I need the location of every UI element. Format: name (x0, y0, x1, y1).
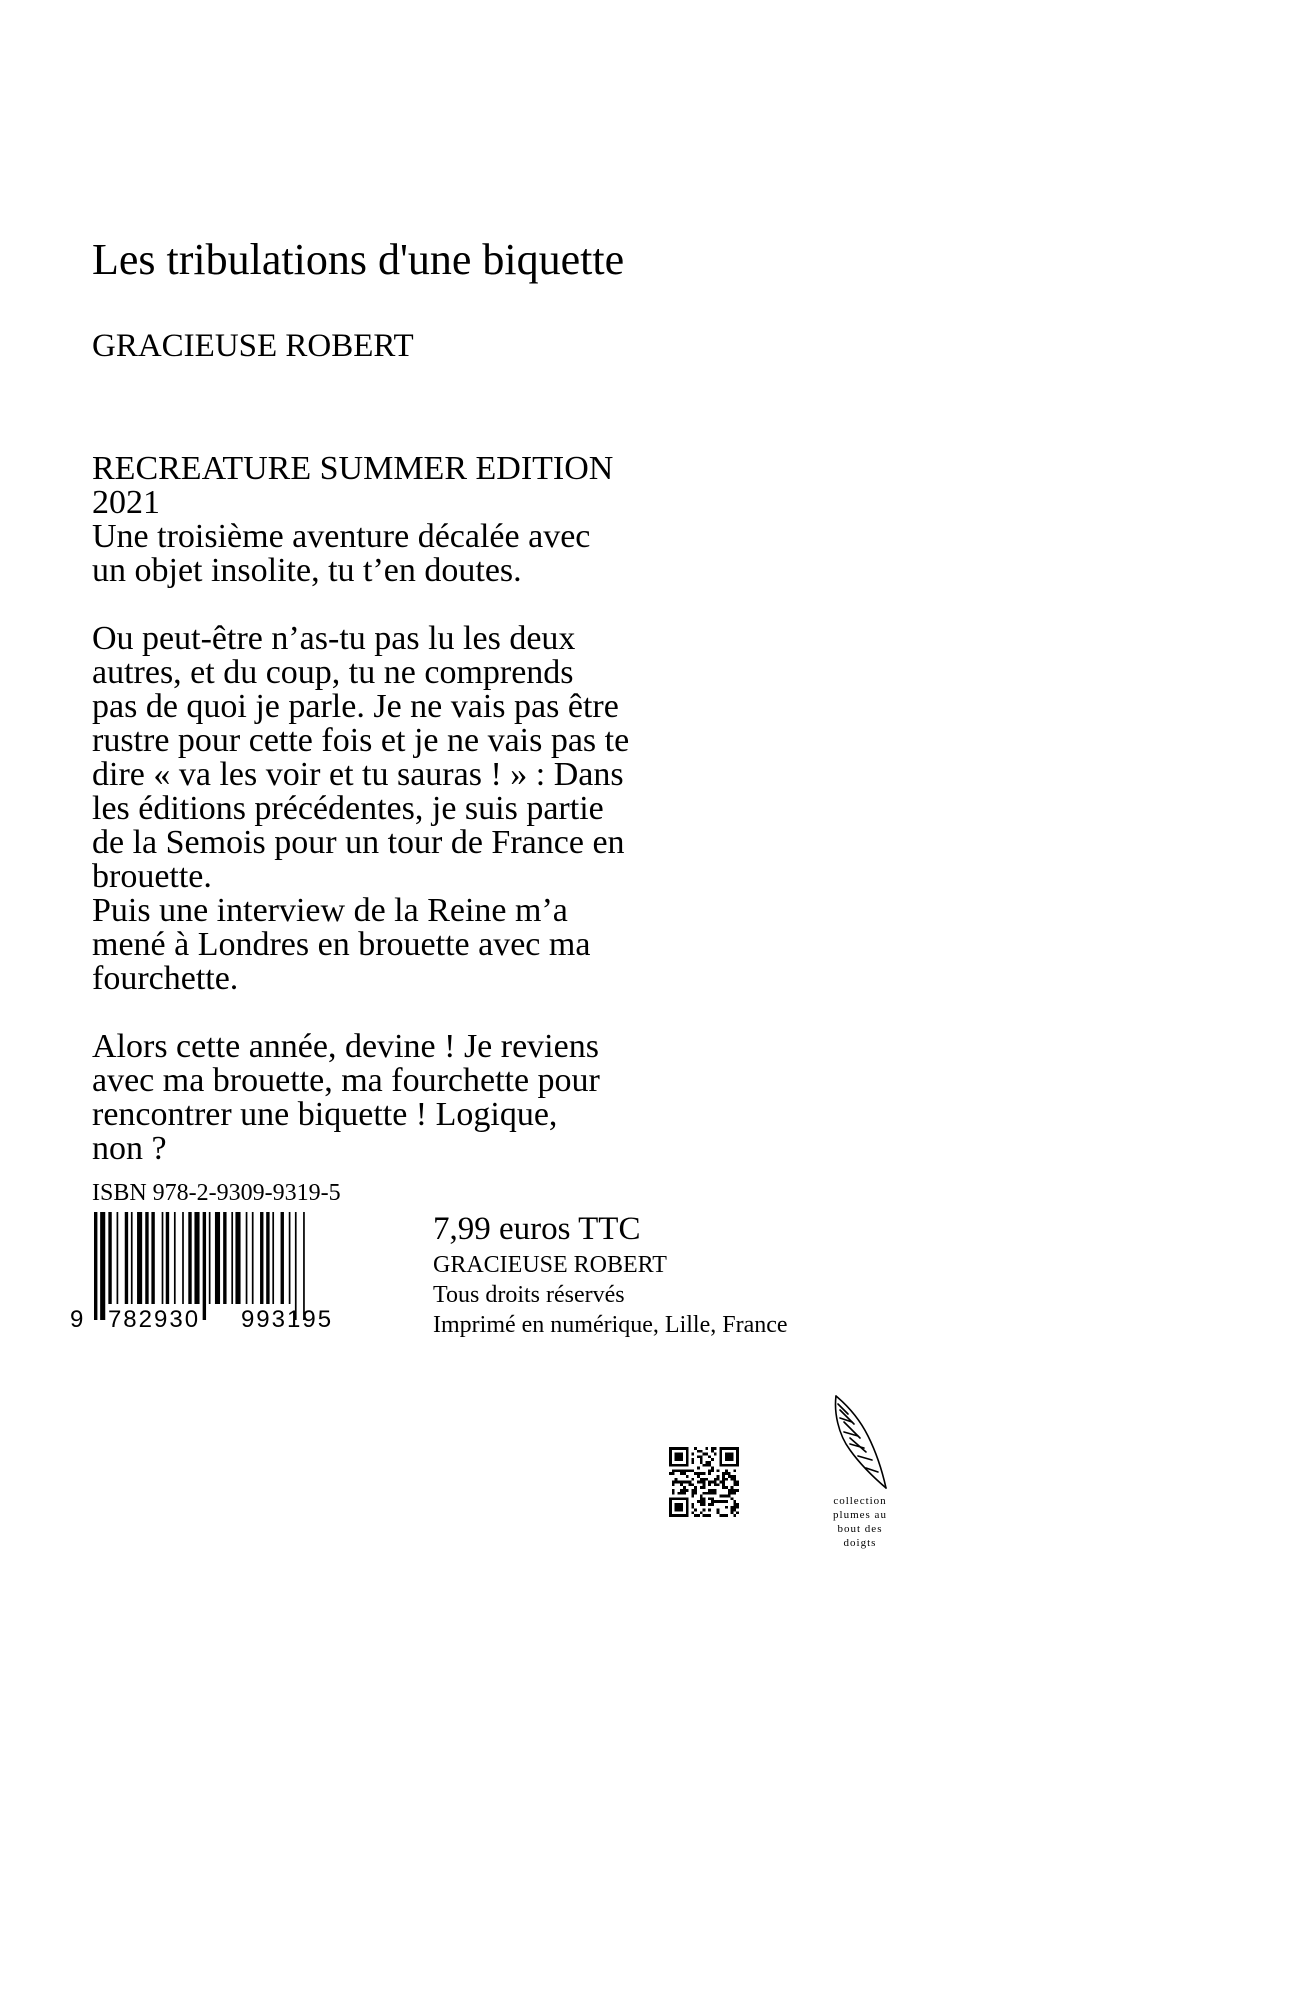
qr-module (703, 1486, 706, 1489)
qr-module (675, 1469, 678, 1472)
qr-module (691, 1492, 694, 1495)
qr-module (705, 1514, 708, 1517)
qr-module (703, 1509, 706, 1512)
qr-module (700, 1486, 703, 1489)
qr-module (717, 1469, 720, 1472)
qr-module (719, 1495, 722, 1498)
qr-module (691, 1461, 694, 1464)
qr-module (697, 1455, 700, 1458)
qr-module (697, 1467, 700, 1470)
qr-module (708, 1464, 711, 1467)
collection-line: collection (833, 1495, 887, 1507)
qr-module (708, 1509, 711, 1512)
barcode-bar (231, 1212, 233, 1304)
barcode-bar (281, 1212, 284, 1304)
qr-module (680, 1472, 683, 1475)
qr-module (714, 1453, 717, 1456)
qr-module (725, 1453, 733, 1461)
qr-module (722, 1472, 725, 1475)
qr-module (722, 1514, 725, 1517)
publisher-label: GRACIEUSE ROBERT (433, 1252, 667, 1278)
qr-module (736, 1511, 739, 1514)
qr-module (717, 1478, 720, 1481)
collection-line: plumes au (833, 1509, 887, 1521)
qr-module (703, 1472, 706, 1475)
qr-module (686, 1469, 689, 1472)
qr-module (700, 1495, 703, 1498)
qr-module (691, 1506, 694, 1509)
qr-module (703, 1500, 706, 1503)
qr-module (691, 1458, 694, 1461)
qr-module (708, 1492, 711, 1495)
qr-module (700, 1472, 703, 1475)
qr-module (700, 1503, 703, 1506)
qr-module (703, 1481, 706, 1484)
qr-module (731, 1492, 734, 1495)
qr-module (694, 1514, 697, 1517)
qr-module (672, 1489, 675, 1492)
qr-module (675, 1481, 678, 1484)
qr-module (714, 1483, 717, 1486)
qr-module (705, 1461, 708, 1464)
qr-module (691, 1495, 694, 1498)
qr-module (714, 1481, 717, 1484)
qr-module (711, 1500, 714, 1503)
qr-module (672, 1483, 675, 1486)
barcode-bar (272, 1212, 274, 1304)
collection-logo-text (818, 1494, 902, 1550)
qr-module (736, 1503, 739, 1506)
qr-module (736, 1483, 739, 1486)
qr-module (722, 1500, 725, 1503)
barcode-bar (162, 1212, 164, 1304)
barcode-bar (215, 1212, 220, 1304)
barcode-bar (260, 1212, 263, 1304)
qr-module (714, 1478, 717, 1481)
qr-module (705, 1447, 708, 1450)
qr-module (722, 1483, 725, 1486)
qr-module (675, 1453, 683, 1461)
qr-module (733, 1483, 736, 1486)
qr-module (725, 1514, 728, 1517)
barcode-digits-right: 993195 (240, 1306, 334, 1332)
barcode-bars (94, 1212, 305, 1320)
qr-module (697, 1500, 700, 1503)
qr-module (711, 1458, 714, 1461)
qr-module (708, 1481, 711, 1484)
qr-module (717, 1511, 720, 1514)
barcode-bar (235, 1212, 240, 1304)
qr-module (731, 1509, 734, 1512)
qr-module (722, 1478, 725, 1481)
barcode-bar (137, 1212, 142, 1304)
qr-module (683, 1489, 686, 1492)
qr-module (686, 1481, 689, 1484)
qr-module (708, 1483, 711, 1486)
qr-module (731, 1497, 734, 1500)
qr-module (717, 1475, 720, 1478)
barcode-bar (203, 1212, 206, 1320)
qr-module (708, 1461, 711, 1464)
qr-module (703, 1497, 706, 1500)
qr-module (725, 1478, 728, 1481)
qr-module (719, 1514, 722, 1517)
qr-module (703, 1453, 706, 1456)
qr-module (700, 1511, 703, 1514)
qr-module (705, 1464, 708, 1467)
barcode-bar (188, 1212, 191, 1304)
qr-module (691, 1489, 694, 1492)
qr-module (714, 1492, 717, 1495)
qr-module (700, 1500, 703, 1503)
qr-module (722, 1481, 725, 1484)
qr-module (675, 1503, 683, 1511)
qr-module (683, 1472, 686, 1475)
barcode-bar (223, 1212, 226, 1304)
qr-module (708, 1514, 711, 1517)
qr-module (711, 1450, 714, 1453)
qr-module (733, 1469, 736, 1472)
qr-module (728, 1489, 731, 1492)
qr-module (714, 1500, 717, 1503)
qr-module (711, 1503, 714, 1506)
qr-module (694, 1472, 697, 1475)
qr-module (708, 1497, 711, 1500)
qr-module (700, 1455, 703, 1458)
barcode-bar (131, 1212, 133, 1304)
qr-module (677, 1469, 680, 1472)
qr-module (708, 1489, 711, 1492)
qr-module (672, 1472, 675, 1475)
qr-module (711, 1469, 714, 1472)
summary-paragraph: RECREATURE SUMMER EDITION 2021 Une troisième aventure décalée avec un objet insolite, tu t’en doutes. (92, 450, 614, 589)
qr-module (725, 1486, 728, 1489)
qr-module (700, 1450, 703, 1453)
qr-module (697, 1472, 700, 1475)
qr-module (708, 1469, 711, 1472)
qr-module (703, 1483, 706, 1486)
barcode-bar (266, 1212, 269, 1304)
qr-module (733, 1492, 736, 1495)
qr-module (728, 1492, 731, 1495)
qr-module (680, 1483, 683, 1486)
qr-module (733, 1475, 736, 1478)
qr-module (731, 1506, 734, 1509)
qr-module (728, 1495, 731, 1498)
qr-module (722, 1486, 725, 1489)
barcode-bar (117, 1212, 119, 1304)
printing-label: Imprimé en numérique, Lille, France (433, 1312, 788, 1338)
qr-module (719, 1500, 722, 1503)
qr-module (697, 1475, 700, 1478)
qr-module (714, 1489, 717, 1492)
qr-module (717, 1509, 720, 1512)
barcode-bar (303, 1212, 305, 1320)
qr-module (691, 1503, 694, 1506)
barcode-bar (289, 1212, 291, 1304)
qr-module (700, 1481, 703, 1484)
barcode-bar (182, 1212, 184, 1304)
qr-module (705, 1492, 708, 1495)
qr-module (733, 1481, 736, 1484)
qr-module (677, 1481, 680, 1484)
qr-module (703, 1492, 706, 1495)
qr-module (686, 1475, 689, 1478)
qr-module (708, 1472, 711, 1475)
qr-module (733, 1514, 736, 1517)
qr-module (703, 1478, 706, 1481)
barcode-bar (100, 1212, 105, 1320)
barcode-bar (252, 1212, 254, 1304)
qr-module (711, 1481, 714, 1484)
barcode-bar (209, 1212, 211, 1304)
barcode-bar (125, 1212, 128, 1304)
qr-module (725, 1472, 728, 1475)
qr-module (731, 1486, 734, 1489)
qr-module (736, 1489, 739, 1492)
barcode-bar (108, 1212, 111, 1304)
qr-module (708, 1455, 711, 1458)
qr-module (672, 1492, 675, 1495)
qr-module (733, 1489, 736, 1492)
barcode-bar (166, 1212, 169, 1304)
qr-module (711, 1492, 714, 1495)
qr-module (703, 1514, 706, 1517)
isbn-label: ISBN 978-2-9309-9319-5 (92, 1180, 341, 1206)
qr-module (697, 1450, 700, 1453)
qr-module (700, 1461, 703, 1464)
qr-module (703, 1503, 706, 1506)
qr-module (703, 1464, 706, 1467)
qr-module (731, 1489, 734, 1492)
qr-module (691, 1511, 694, 1514)
qr-module (697, 1514, 700, 1517)
qr-module (719, 1481, 722, 1484)
qr-module (672, 1469, 675, 1472)
barcode-digits-left: 782930 (107, 1306, 201, 1332)
qr-module (680, 1481, 683, 1484)
summary-paragraph: Ou peut-être n’as-tu pas lu les deux autres, et du coup, tu ne comprends pas de quoi je parle. Je ne vais pas être rustre pour cette fois et je ne vais pas te dire « va les voir et tu sauras ! » : Dans les éditions précédentes, je suis partie de la Semois pour un tour de France en brouette. Puis une interview de la Reine m’a mené à Londres en brouette avec ma fourchette. (92, 620, 630, 997)
barcode-first-digit: 9 (70, 1306, 84, 1332)
qr-module (733, 1509, 736, 1512)
qr-module (694, 1489, 697, 1492)
qr-module (675, 1478, 678, 1481)
qr-module (736, 1506, 739, 1509)
qr-module (691, 1478, 694, 1481)
qr-module (714, 1447, 717, 1450)
barcode-bar (246, 1212, 248, 1304)
barcode-bar (94, 1212, 97, 1320)
qr-module (689, 1483, 692, 1486)
qr-module (725, 1506, 728, 1509)
qr-module (725, 1495, 728, 1498)
qr-module (711, 1489, 714, 1492)
qr-module (694, 1509, 697, 1512)
qr-module (731, 1475, 734, 1478)
qr-module (711, 1467, 714, 1470)
qr-module (680, 1469, 683, 1472)
qr-module (700, 1497, 703, 1500)
collection-line: doigts (843, 1537, 877, 1549)
back-cover-summary (92, 452, 782, 1166)
ean-barcode (64, 1212, 386, 1332)
qr-module (694, 1486, 697, 1489)
qr-module (686, 1489, 689, 1492)
qr-module (708, 1503, 711, 1506)
qr-module (728, 1472, 731, 1475)
qr-module (728, 1475, 731, 1478)
qr-module (680, 1492, 683, 1495)
qr-module (733, 1478, 736, 1481)
qr-module (711, 1497, 714, 1500)
qr-module (694, 1447, 697, 1450)
qr-module (683, 1492, 686, 1495)
qr-module (705, 1453, 708, 1456)
qr-module (691, 1453, 694, 1456)
qr-module (717, 1483, 720, 1486)
qr-module (733, 1503, 736, 1506)
qr-module (683, 1469, 686, 1472)
qr-module (722, 1495, 725, 1498)
barcode-bar (174, 1212, 176, 1304)
qr-module (677, 1492, 680, 1495)
qr-module (700, 1478, 703, 1481)
qr-module (717, 1500, 720, 1503)
qr-module (669, 1472, 672, 1475)
qr-module (733, 1506, 736, 1509)
qr-module (697, 1481, 700, 1484)
qr-module (733, 1500, 736, 1503)
collection-line: bout des (837, 1523, 883, 1535)
price-label: 7,99 euros TTC (433, 1211, 641, 1247)
qr-module (683, 1481, 686, 1484)
qr-module (700, 1458, 703, 1461)
qr-module (672, 1481, 675, 1484)
book-author: GRACIEUSE ROBERT (92, 328, 414, 364)
qr-module (736, 1481, 739, 1484)
qr-module (691, 1469, 694, 1472)
qr-module (705, 1478, 708, 1481)
qr-module (731, 1511, 734, 1514)
summary-paragraph: Alors cette année, devine ! Je reviens avec ma brouette, ma fourchette pour rencontrer une biquette ! Logique, non ? (92, 1028, 600, 1167)
barcode-bar (151, 1212, 154, 1304)
qr-module (694, 1492, 697, 1495)
qr-module (731, 1478, 734, 1481)
qr-module (711, 1447, 714, 1450)
qr-module (689, 1469, 692, 1472)
book-title: Les tribulations d'une biquette (92, 235, 625, 284)
qr-module (725, 1469, 728, 1472)
qr-module (691, 1483, 694, 1486)
rights-label: Tous droits réservés (433, 1282, 625, 1308)
feather-quill-icon (826, 1392, 892, 1492)
qr-module (689, 1481, 692, 1484)
qr-module (680, 1489, 683, 1492)
barcode-bar (145, 1212, 148, 1304)
barcode-bar (295, 1212, 297, 1320)
qr-module (683, 1486, 686, 1489)
qr-code (669, 1447, 739, 1517)
qr-module (725, 1500, 728, 1503)
barcode-bar (194, 1212, 199, 1304)
qr-module (722, 1475, 725, 1478)
